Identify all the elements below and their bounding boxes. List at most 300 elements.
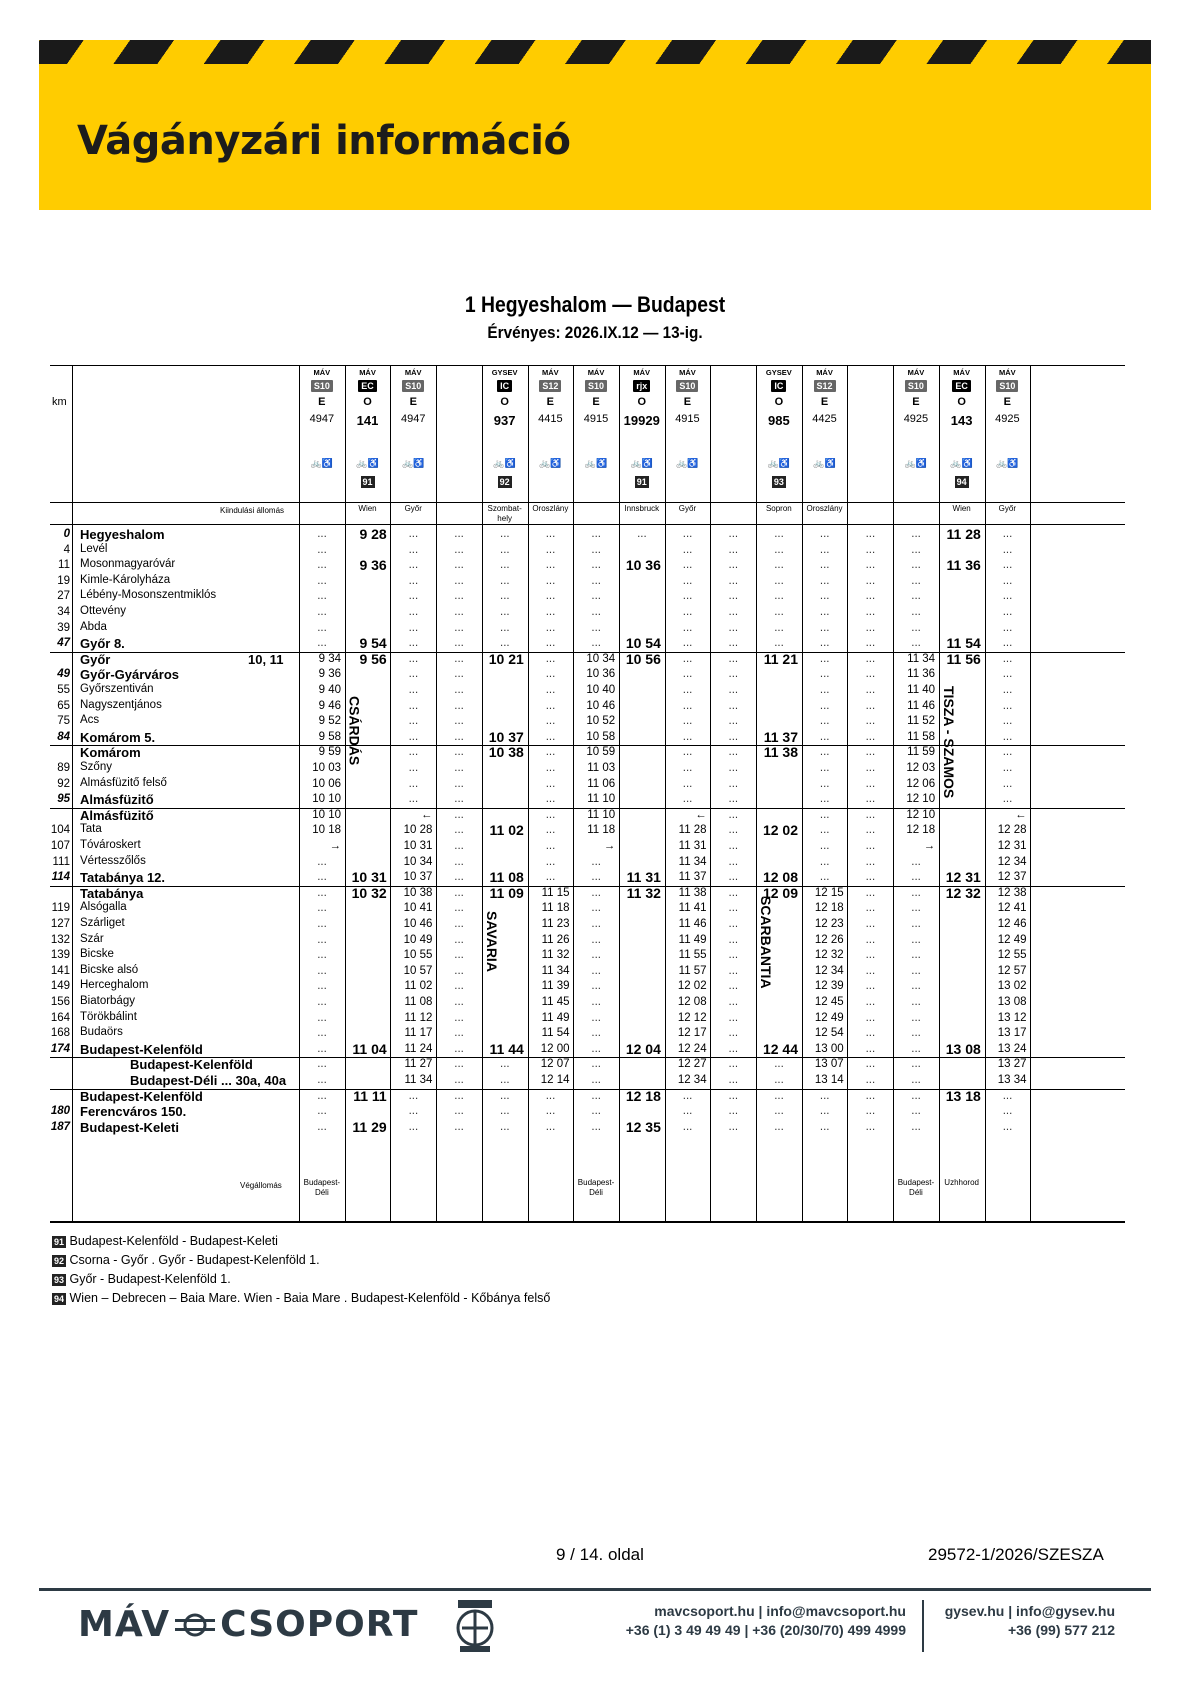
station-name: Budapest-Kelenföld [80, 1041, 203, 1057]
departure-time: 11 41 [678, 902, 707, 915]
no-stop: ... [591, 574, 601, 587]
no-stop: ... [819, 559, 830, 572]
no-stop: ... [591, 1011, 601, 1024]
station-name: Alsógalla [80, 901, 127, 914]
departure-time: 12 09 [762, 884, 798, 901]
no-stop: ... [911, 1058, 921, 1071]
train-category-badge [528, 380, 574, 392]
train-category-badge [619, 380, 665, 392]
no-stop: ... [728, 762, 739, 774]
train-class: E [912, 396, 920, 408]
no-stop: ... [1002, 1120, 1013, 1133]
no-stop: ... [728, 949, 739, 962]
footnote-text: Győr - Budapest-Kelenföld 1. [66, 1272, 231, 1286]
origin-station: Szombat-hely [487, 504, 522, 523]
no-stop: ... [1002, 559, 1013, 572]
no-stop: ... [865, 574, 876, 587]
station-name: Szőny [80, 761, 112, 773]
departure-time: 12 39 [814, 980, 844, 993]
no-stop: ... [1002, 746, 1013, 759]
no-stop: ... [454, 1120, 464, 1133]
no-stop: ... [454, 996, 464, 1008]
no-stop: ... [500, 559, 510, 572]
departure-time: ← [695, 808, 707, 821]
column-divider [436, 366, 437, 1221]
no-stop: ... [728, 918, 739, 930]
departure-time: 12 49 [997, 933, 1027, 946]
no-stop: ... [911, 902, 921, 915]
no-stop: ... [591, 637, 601, 650]
train-name: CSÁRDÁS [346, 696, 363, 766]
no-stop: ... [408, 746, 419, 759]
category-badge: IC [771, 380, 786, 392]
no-stop: ... [545, 840, 556, 852]
departure-time: 11 31 [678, 840, 707, 852]
no-stop: ... [865, 840, 876, 852]
departure-time: 11 28 [678, 824, 707, 837]
no-stop: ... [317, 902, 327, 915]
no-stop: ... [408, 528, 419, 540]
no-stop: ... [682, 699, 693, 712]
train-class: O [363, 396, 372, 408]
operator-label: MÁV [633, 368, 651, 377]
no-stop: ... [819, 606, 830, 618]
departure-time: 12 07 [540, 1058, 570, 1071]
no-stop: ... [728, 621, 739, 634]
bicycle-accessible-icon: 🚲♿ [310, 458, 334, 468]
departure-time: 12 02 [762, 822, 798, 839]
no-stop: ... [728, 933, 739, 946]
km-label: km [52, 396, 67, 408]
no-stop: ... [911, 980, 921, 993]
header-banner [39, 40, 1151, 210]
departure-time: 11 46 [907, 699, 936, 712]
operator-label: MÁV [679, 368, 696, 377]
bicycle-accessible-icon: 🚲♿ [539, 458, 562, 468]
no-stop: ... [454, 824, 464, 837]
gysev-web-email[interactable]: gysev.hu | info@gysev.hu [944, 1603, 1115, 1619]
km-divider [72, 366, 73, 1221]
footnote-ref [345, 476, 391, 488]
departure-time: 12 10 [906, 808, 936, 821]
no-stop: ... [911, 559, 921, 572]
departure-time: 11 06 [587, 777, 616, 790]
footnote-marker: 94 [956, 477, 967, 487]
no-stop: ... [728, 824, 739, 837]
no-stop: ... [545, 777, 556, 790]
no-stop: ... [682, 746, 693, 759]
departure-time: 9 54 [359, 635, 387, 652]
operator-label: MÁV [542, 368, 559, 377]
departure-time: 12 34 [814, 964, 844, 977]
train-number: 4415 [538, 413, 563, 425]
no-stop: ... [682, 715, 693, 728]
no-stop: ... [454, 590, 464, 603]
no-stop: ... [591, 1105, 601, 1118]
no-stop: ... [865, 699, 876, 712]
no-stop: ... [454, 1089, 464, 1102]
station-km: 141 [50, 964, 70, 977]
departure-time: 10 38 [403, 886, 433, 899]
no-stop: ... [500, 590, 510, 603]
footnote-item [52, 1253, 550, 1267]
departure-time: 12 12 [677, 1011, 707, 1024]
origin-station: Győr [998, 504, 1017, 513]
no-stop: ... [454, 886, 464, 899]
no-stop: ... [454, 933, 464, 946]
no-stop: ... [865, 996, 876, 1008]
timetable-title: 1 Hegyeshalom — Budapest [464, 292, 726, 317]
station-km: 19 [57, 574, 70, 587]
no-stop: ... [819, 621, 830, 634]
departure-time: 11 54 [541, 1027, 570, 1040]
operator-label: MÁV [907, 368, 925, 377]
station-name: Ács [80, 714, 100, 727]
footnote-marker: 91 [636, 477, 647, 487]
no-stop: ... [317, 996, 327, 1008]
no-stop: ... [865, 918, 876, 930]
departure-time: 12 34 [677, 1074, 707, 1086]
no-stop: ... [454, 762, 464, 774]
footnote-ref [756, 476, 802, 488]
no-stop: ... [819, 543, 830, 556]
no-stop: ... [819, 824, 830, 837]
no-stop: ... [500, 1105, 510, 1118]
no-stop: ... [911, 590, 921, 603]
departure-time: 9 56 [359, 650, 387, 667]
no-stop: ... [317, 1074, 327, 1086]
no-stop: ... [454, 918, 464, 930]
no-stop: ... [591, 559, 601, 572]
no-stop: ... [591, 918, 601, 930]
departure-time: 12 32 [945, 884, 981, 901]
departure-time: 12 15 [814, 886, 844, 899]
no-stop: ... [317, 574, 327, 587]
no-stop: ... [317, 1058, 327, 1071]
no-stop: ... [728, 606, 739, 618]
no-stop: ... [545, 855, 556, 868]
no-stop: ... [911, 543, 921, 556]
no-stop: ... [682, 668, 693, 681]
departure-time: 12 02 [677, 980, 707, 993]
departure-time: 12 17 [677, 1027, 707, 1040]
train-number: 4947 [309, 413, 335, 425]
station-name: Öttevény [80, 605, 127, 617]
station-name: Bicske [80, 948, 114, 961]
no-stop: ... [865, 1058, 876, 1071]
departure-time: 10 37 [403, 871, 433, 884]
no-stop: ... [454, 699, 464, 712]
train-class: E [318, 396, 326, 408]
no-stop: ... [774, 606, 784, 618]
no-stop: ... [454, 855, 464, 868]
no-stop: ... [317, 1042, 327, 1055]
category-badge: EC [358, 380, 377, 392]
no-stop: ... [454, 637, 464, 650]
train-class: O [500, 396, 509, 408]
no-stop: ... [774, 590, 784, 603]
no-stop: ... [728, 840, 739, 852]
no-stop: ... [728, 559, 739, 572]
no-stop: ... [454, 1011, 464, 1024]
departure-time: 10 34 [586, 652, 616, 665]
train-category-badge [893, 380, 939, 392]
no-stop: ... [819, 746, 830, 759]
no-stop: ... [819, 871, 830, 884]
no-stop: ... [865, 637, 876, 650]
no-stop: ... [865, 777, 876, 790]
no-stop: ... [911, 933, 921, 946]
no-stop: ... [682, 762, 693, 774]
station-name: Almásfüzitő [80, 807, 154, 823]
no-stop: ... [728, 964, 739, 977]
bicycle-accessible-icon: 🚲♿ [356, 458, 379, 468]
train-category-badge [345, 380, 391, 392]
train-number: 937 [493, 413, 516, 428]
no-stop: ... [591, 855, 601, 868]
station-name: Almásfüzitő felső [80, 776, 167, 789]
page-number: 9 / 14. oldal [556, 1545, 644, 1564]
departure-time: 11 21 [763, 650, 798, 667]
train-number: 4425 [812, 413, 837, 425]
no-stop: ... [682, 559, 693, 572]
departure-time: 11 08 [489, 869, 524, 886]
no-stop: ... [1002, 699, 1013, 712]
no-stop: ... [454, 574, 464, 587]
no-stop: ... [454, 793, 464, 806]
no-stop: ... [865, 730, 876, 743]
no-stop: ... [1002, 590, 1013, 603]
no-stop: ... [865, 528, 876, 540]
train-class: E [820, 396, 829, 408]
departure-time: 10 46 [586, 699, 616, 712]
no-stop: ... [865, 590, 876, 603]
no-stop: ... [637, 528, 647, 540]
no-stop: ... [545, 871, 556, 884]
no-stop: ... [774, 1120, 784, 1133]
departure-time: 12 23 [814, 918, 844, 930]
no-stop: ... [1002, 652, 1013, 665]
departure-time: 11 49 [541, 1011, 570, 1024]
no-stop: ... [819, 574, 830, 587]
no-stop: ... [545, 543, 556, 556]
bicycle-accessible-icon: 🚲♿ [584, 458, 608, 468]
train-number: 4915 [675, 413, 700, 425]
no-stop: ... [865, 902, 876, 915]
no-stop: ... [911, 964, 921, 977]
no-stop: ... [591, 590, 601, 603]
no-stop: ... [865, 824, 876, 837]
departure-time: 12 24 [677, 1042, 707, 1055]
departure-time: 12 41 [997, 902, 1027, 915]
departure-time: 11 03 [587, 762, 616, 774]
no-stop: ... [911, 574, 921, 587]
no-stop: ... [454, 543, 464, 556]
departure-time: 10 10 [312, 808, 341, 821]
contact-separator [922, 1600, 924, 1652]
no-stop: ... [728, 528, 739, 540]
train-number: 4947 [400, 413, 426, 425]
no-stop: ... [682, 777, 693, 790]
departure-time: 12 38 [997, 886, 1027, 899]
no-stop: ... [728, 684, 739, 696]
departure-time: 12 04 [625, 1040, 661, 1057]
no-stop: ... [1002, 793, 1013, 806]
departure-time: 10 46 [403, 918, 433, 930]
no-stop: ... [545, 793, 556, 806]
no-stop: ... [454, 652, 464, 665]
no-stop: ... [545, 762, 556, 774]
no-stop: ... [454, 1058, 464, 1071]
no-stop: ... [911, 621, 921, 634]
no-stop: ... [1002, 730, 1013, 743]
departure-time: 13 00 [814, 1042, 844, 1055]
no-stop: ... [865, 871, 876, 884]
departure-time: 11 46 [678, 918, 707, 930]
station-name: Nagyszentjános [80, 698, 162, 711]
no-stop: ... [317, 590, 327, 603]
station-km: 49 [57, 668, 70, 681]
no-stop: ... [682, 730, 693, 743]
departure-time: 11 15 [541, 886, 570, 899]
no-stop: ... [774, 621, 784, 634]
train-number: 4915 [583, 413, 609, 425]
station-km: 107 [50, 840, 70, 852]
no-stop: ... [545, 652, 556, 665]
no-stop: ... [865, 949, 876, 962]
no-stop: ... [819, 855, 830, 868]
no-stop: ... [865, 621, 876, 634]
no-stop: ... [545, 590, 556, 603]
departure-time: 12 28 [997, 824, 1027, 837]
no-stop: ... [545, 559, 556, 572]
station-km: 156 [50, 996, 70, 1008]
connection-ref: 10, 11 [248, 651, 284, 667]
no-stop: ... [591, 528, 601, 540]
timetable-validity: Érvényes: 2026.IX.12 — 13-ig. [487, 323, 703, 342]
departure-time: → [329, 840, 341, 852]
departure-time: 12 03 [906, 762, 936, 774]
departure-time: 11 09 [489, 884, 524, 901]
no-stop: ... [819, 1120, 830, 1133]
no-stop: ... [819, 808, 830, 821]
no-stop: ... [454, 949, 464, 962]
no-stop: ... [1002, 668, 1013, 681]
column-divider [756, 366, 757, 1221]
no-stop: ... [454, 606, 464, 618]
no-stop: ... [865, 1042, 876, 1055]
no-stop: ... [500, 543, 510, 556]
no-stop: ... [728, 996, 739, 1008]
departure-time: 11 37 [678, 871, 707, 884]
no-stop: ... [545, 1120, 556, 1133]
no-stop: ... [819, 715, 830, 728]
no-stop: ... [911, 606, 921, 618]
no-stop: ... [408, 559, 419, 572]
footnote-ref [482, 476, 528, 488]
train-category-badge [482, 380, 528, 392]
column-divider [847, 366, 848, 1221]
departure-time: 11 32 [541, 949, 570, 962]
no-stop: ... [317, 1120, 327, 1133]
departure-time: 12 34 [997, 855, 1027, 868]
no-stop: ... [408, 652, 419, 665]
no-stop: ... [317, 606, 327, 618]
train-number: 141 [356, 413, 379, 428]
bicycle-accessible-icon: 🚲♿ [630, 458, 653, 468]
station-km: 168 [50, 1027, 70, 1040]
station-name: Budapest-Keleti [80, 1119, 179, 1135]
no-stop: ... [591, 980, 601, 993]
no-stop: ... [317, 637, 327, 650]
operator-label: MÁV [404, 368, 422, 377]
departure-time: 12 10 [906, 793, 936, 806]
no-stop: ... [774, 543, 784, 556]
train-class: O [637, 396, 647, 408]
station-km: 47 [57, 637, 70, 650]
no-stop: ... [774, 1089, 784, 1102]
no-stop: ... [408, 699, 419, 712]
no-stop: ... [454, 1074, 464, 1086]
train-number: 4925 [995, 413, 1020, 425]
station-km: 65 [57, 699, 70, 712]
no-stop: ... [819, 1105, 830, 1118]
no-stop: ... [545, 699, 556, 712]
no-stop: ... [728, 1058, 739, 1071]
departure-time: 10 54 [625, 635, 661, 652]
no-stop: ... [408, 1105, 419, 1118]
station-name: Budapest-Kelenföld [130, 1057, 253, 1073]
no-stop: ... [865, 964, 876, 977]
departure-time: 10 10 [312, 793, 341, 806]
bicycle-accessible-icon: 🚲♿ [767, 458, 791, 468]
no-stop: ... [500, 528, 510, 540]
departure-time: 12 14 [540, 1074, 570, 1086]
no-stop: ... [728, 871, 739, 884]
departure-time: 12 00 [540, 1042, 570, 1055]
no-stop: ... [454, 902, 464, 915]
no-stop: ... [911, 949, 921, 962]
departure-time: 12 31 [945, 869, 981, 886]
category-badge: S10 [676, 380, 698, 392]
departure-time: 13 07 [814, 1058, 844, 1071]
departure-time: 11 10 [587, 793, 616, 806]
departure-time: ← [1015, 808, 1027, 821]
mav-web-email[interactable]: mavcsoport.hu | info@mavcsoport.hu [654, 1603, 906, 1619]
origin-station: Oroszlány [806, 504, 843, 513]
footnote-marker: 91 [362, 477, 373, 487]
no-stop: ... [865, 543, 876, 556]
station-km: 89 [57, 762, 70, 774]
bicycle-accessible-icon: 🚲♿ [813, 458, 836, 468]
no-stop: ... [317, 886, 327, 899]
category-badge: S12 [814, 380, 836, 392]
station-name: Almásfüzitő [80, 792, 154, 808]
train-category-badge [573, 380, 619, 392]
station-km: 39 [57, 621, 70, 634]
station-km: 34 [57, 606, 70, 618]
departure-time: 10 49 [403, 933, 433, 946]
bicycle-accessible-icon: 🚲♿ [996, 458, 1019, 468]
no-stop: ... [545, 1105, 556, 1118]
footnote-text: Wien – Debrecen – Baia Mare. Wien - Baia Mare . Budapest-Kelenföld - Kőbánya felső [66, 1291, 551, 1305]
station-name: Levél [80, 542, 108, 555]
mav-logo: MÁV CSOPORT [78, 1604, 419, 1645]
station-km: 11 [58, 559, 70, 572]
footer-divider [39, 1588, 1151, 1591]
departure-time: 13 34 [997, 1074, 1027, 1086]
no-stop: ... [865, 980, 876, 993]
